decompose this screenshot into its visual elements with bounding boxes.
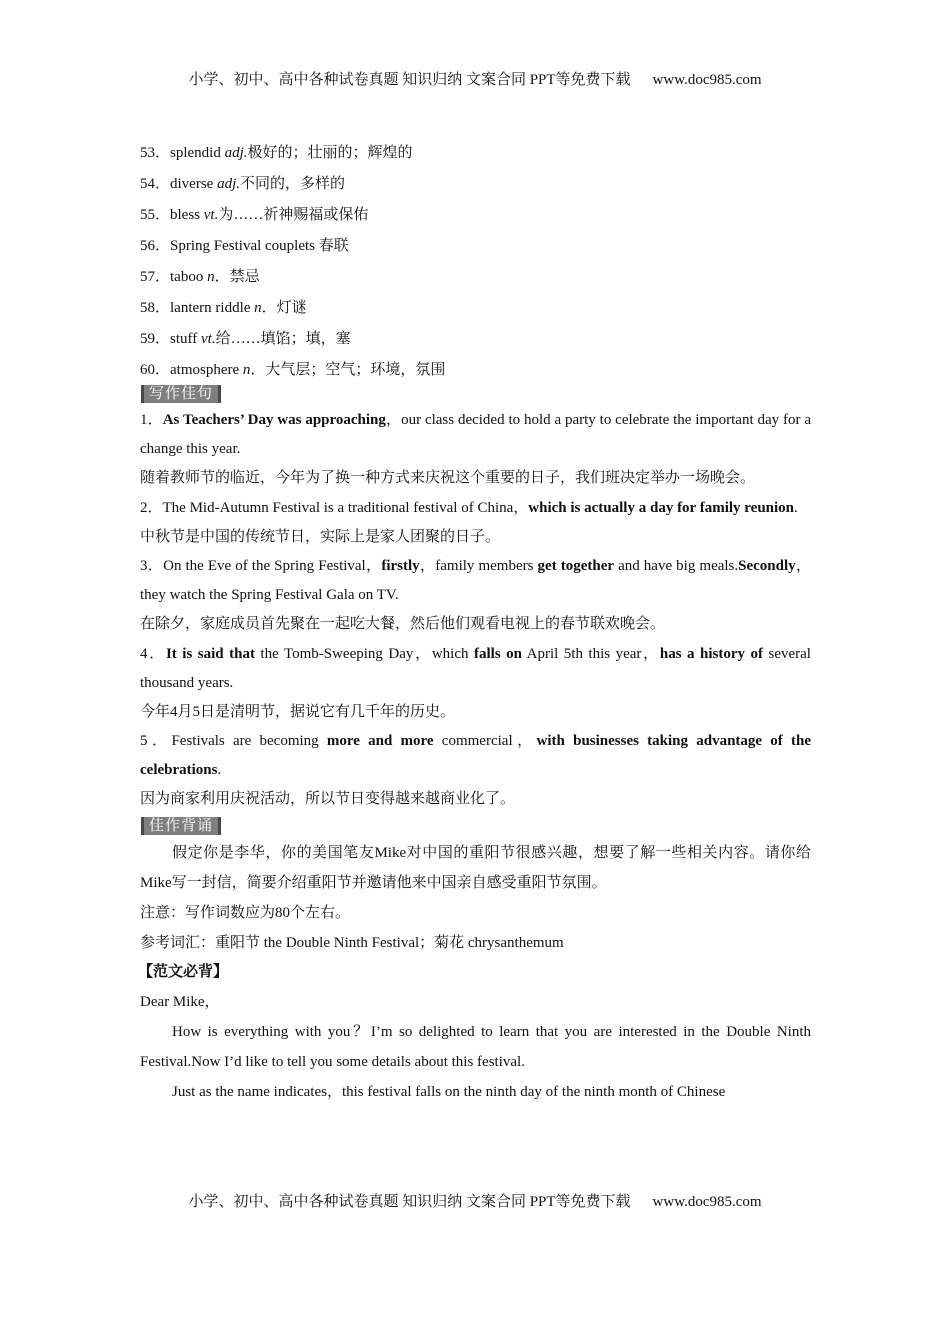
sentence-text: ，family members (419, 558, 538, 574)
vocab-word: taboo (170, 269, 208, 285)
vocab-meaning: ．禁忌 (214, 269, 260, 285)
sentence-highlight: It is said that (165, 645, 255, 662)
sentence-text: and have big meals. (614, 558, 739, 574)
footer-site: www.doc985.com (652, 1194, 762, 1210)
sentence-translation: 今年4月5日是清明节，据说它有几千年的历史。 (140, 703, 456, 720)
sentence-item (140, 494, 811, 523)
task-vocabulary: 参考词汇：重阳节 the Double Ninth Festival；菊花 chrysanthemum (140, 934, 564, 951)
sentence-text: . (794, 499, 798, 516)
sentence-item (140, 640, 811, 698)
vocab-pos: n (254, 300, 262, 316)
vocab-word: splendid (170, 145, 225, 161)
sentence-text: Festivals are becoming (171, 733, 327, 749)
vocab-word: atmosphere (170, 362, 243, 378)
sentence-highlight: Secondly (738, 558, 796, 574)
vocab-item (140, 140, 811, 171)
sentence-text: . (217, 762, 222, 778)
vocab-word: stuff (170, 331, 201, 347)
sentence-translation: 因为商家利用庆祝活动，所以节日变得越来越商业化了。 (140, 791, 516, 807)
sentence-item (140, 552, 811, 610)
vocab-number: 54． (140, 176, 171, 192)
sentence-translation: 中秋节是中国的传统节日，实际上是家人团聚的日子。 (140, 528, 501, 545)
vocab-pos: adj. (224, 145, 248, 161)
vocab-number: 57． (140, 269, 171, 285)
essay-paragraph: Just as the name indicates，this festival falls on the ninth day of the ninth month of Chinese (172, 1083, 726, 1100)
sentence-number: 2． (140, 499, 163, 516)
vocab-meaning: 为……祈神赐福或保佑 (218, 207, 369, 223)
sentence-item (140, 406, 811, 464)
sentence-highlight: falls on (473, 645, 522, 662)
vocab-item (140, 357, 811, 383)
page-footer (0, 1190, 950, 1211)
sentence-highlight: with businesses taking advantage of the celebrations (140, 733, 812, 778)
vocab-number: 59． (140, 331, 171, 347)
vocab-word: bless (170, 207, 204, 223)
sentence-text: the Tomb-Sweeping Day，which (254, 645, 474, 662)
sentence-text: April 5th this year， (521, 645, 660, 662)
sentence-text: The Mid-Autumn Festival is a traditional festival of China， (162, 499, 529, 516)
vocab-meaning: 给……填馅；填，塞 (215, 331, 351, 347)
vocab-item (140, 171, 811, 202)
section-label-writing-sentences: 写作佳句 (141, 385, 221, 403)
vocab-item (140, 264, 811, 295)
sentence-translation: 在除夕，家庭成员首先聚在一起吃大餐，然后他们观看电视上的春节联欢晚会。 (140, 616, 666, 632)
vocab-item (140, 326, 811, 357)
sentence-highlight: has a history of (659, 645, 763, 662)
vocab-word: diverse (170, 176, 218, 192)
vocab-meaning: ．灯谜 (261, 300, 307, 316)
vocab-meaning: ．大气层；空气；环境，氛围 (250, 362, 446, 378)
essay-title: 【范文必背】 (138, 963, 229, 980)
sentence-highlight: As Teachers’ Day was approaching (162, 412, 386, 428)
sentence-highlight: which is actually a day for family reunion (528, 499, 795, 516)
essay-paragraph: How is everything with you？I’m so delighted to learn that you are interested in the Double Ninth Festival.Now I’d like to tell you some details about this festival. (140, 1023, 811, 1070)
vocab-number: 58． (140, 300, 171, 316)
sentence-text: several thousand years. (140, 645, 811, 691)
vocab-number: 53． (140, 145, 171, 161)
vocab-item (140, 295, 811, 326)
vocab-number: 56． (140, 238, 171, 254)
sentence-text: ，our class decided to hold a party to celebrate the important day for a change this year. (140, 412, 811, 457)
sentence-text: commercial， (433, 733, 537, 749)
vocab-number: 55． (140, 207, 171, 223)
vocab-number: 60． (140, 362, 171, 378)
vocab-pos: vt. (203, 207, 219, 223)
page-header (0, 68, 950, 89)
sentence-text: ，they watch the Spring Festival Gala on TV. (140, 558, 811, 603)
sentence-number: 3． (140, 558, 164, 574)
task-note: 注意：写作词数应为80个左右。 (140, 904, 351, 921)
footer-text: 小学、初中、高中各种试卷真题 知识归纳 文案合同 PPT等免费下载 (188, 1194, 631, 1210)
vocab-item (140, 233, 811, 264)
section-label-model-essay: 佳作背诵 (141, 817, 221, 835)
vocab-pos: vt. (201, 331, 216, 347)
header-text: 小学、初中、高中各种试卷真题 知识归纳 文案合同 PPT等免费下载 (188, 72, 631, 88)
vocab-word: lantern riddle (170, 300, 255, 316)
vocab-pos: adj. (217, 176, 241, 192)
sentence-highlight: get together (537, 558, 615, 574)
vocab-list (140, 140, 811, 383)
sentence-item (140, 727, 811, 785)
sentence-number: 1． (140, 412, 163, 428)
essay-greeting: Dear Mike， (140, 993, 220, 1010)
sentence-list (140, 406, 811, 815)
vocab-pos: n (207, 269, 215, 285)
vocab-meaning: 不同的，多样的 (240, 176, 346, 192)
sentence-highlight: firstly (381, 558, 420, 574)
sentence-number: 4． (140, 645, 166, 662)
vocab-word: Spring Festival couplets (170, 238, 319, 254)
vocab-pos: n (242, 362, 251, 378)
sentence-number: 5． (140, 733, 172, 749)
task-description: 假定你是李华，你的美国笔友Mike对中国的重阳节很感兴趣，想要了解一些相关内容。请你给Mike写一封信，简要介绍重阳节并邀请他来中国亲自感受重阳节氛围。 (140, 844, 811, 891)
vocab-meaning: 春联 (318, 238, 349, 254)
page-content (140, 140, 811, 1107)
sentence-text: On the Eve of the Spring Festival， (163, 558, 382, 574)
header-site: www.doc985.com (652, 72, 762, 88)
sentence-highlight: more and more (326, 733, 434, 749)
sentence-translation: 随着教师节的临近，今年为了换一种方式来庆祝这个重要的日子，我们班决定举办一场晚会。 (140, 470, 756, 486)
vocab-meaning: 极好的；壮丽的；辉煌的 (247, 145, 413, 161)
vocab-item (140, 202, 811, 233)
